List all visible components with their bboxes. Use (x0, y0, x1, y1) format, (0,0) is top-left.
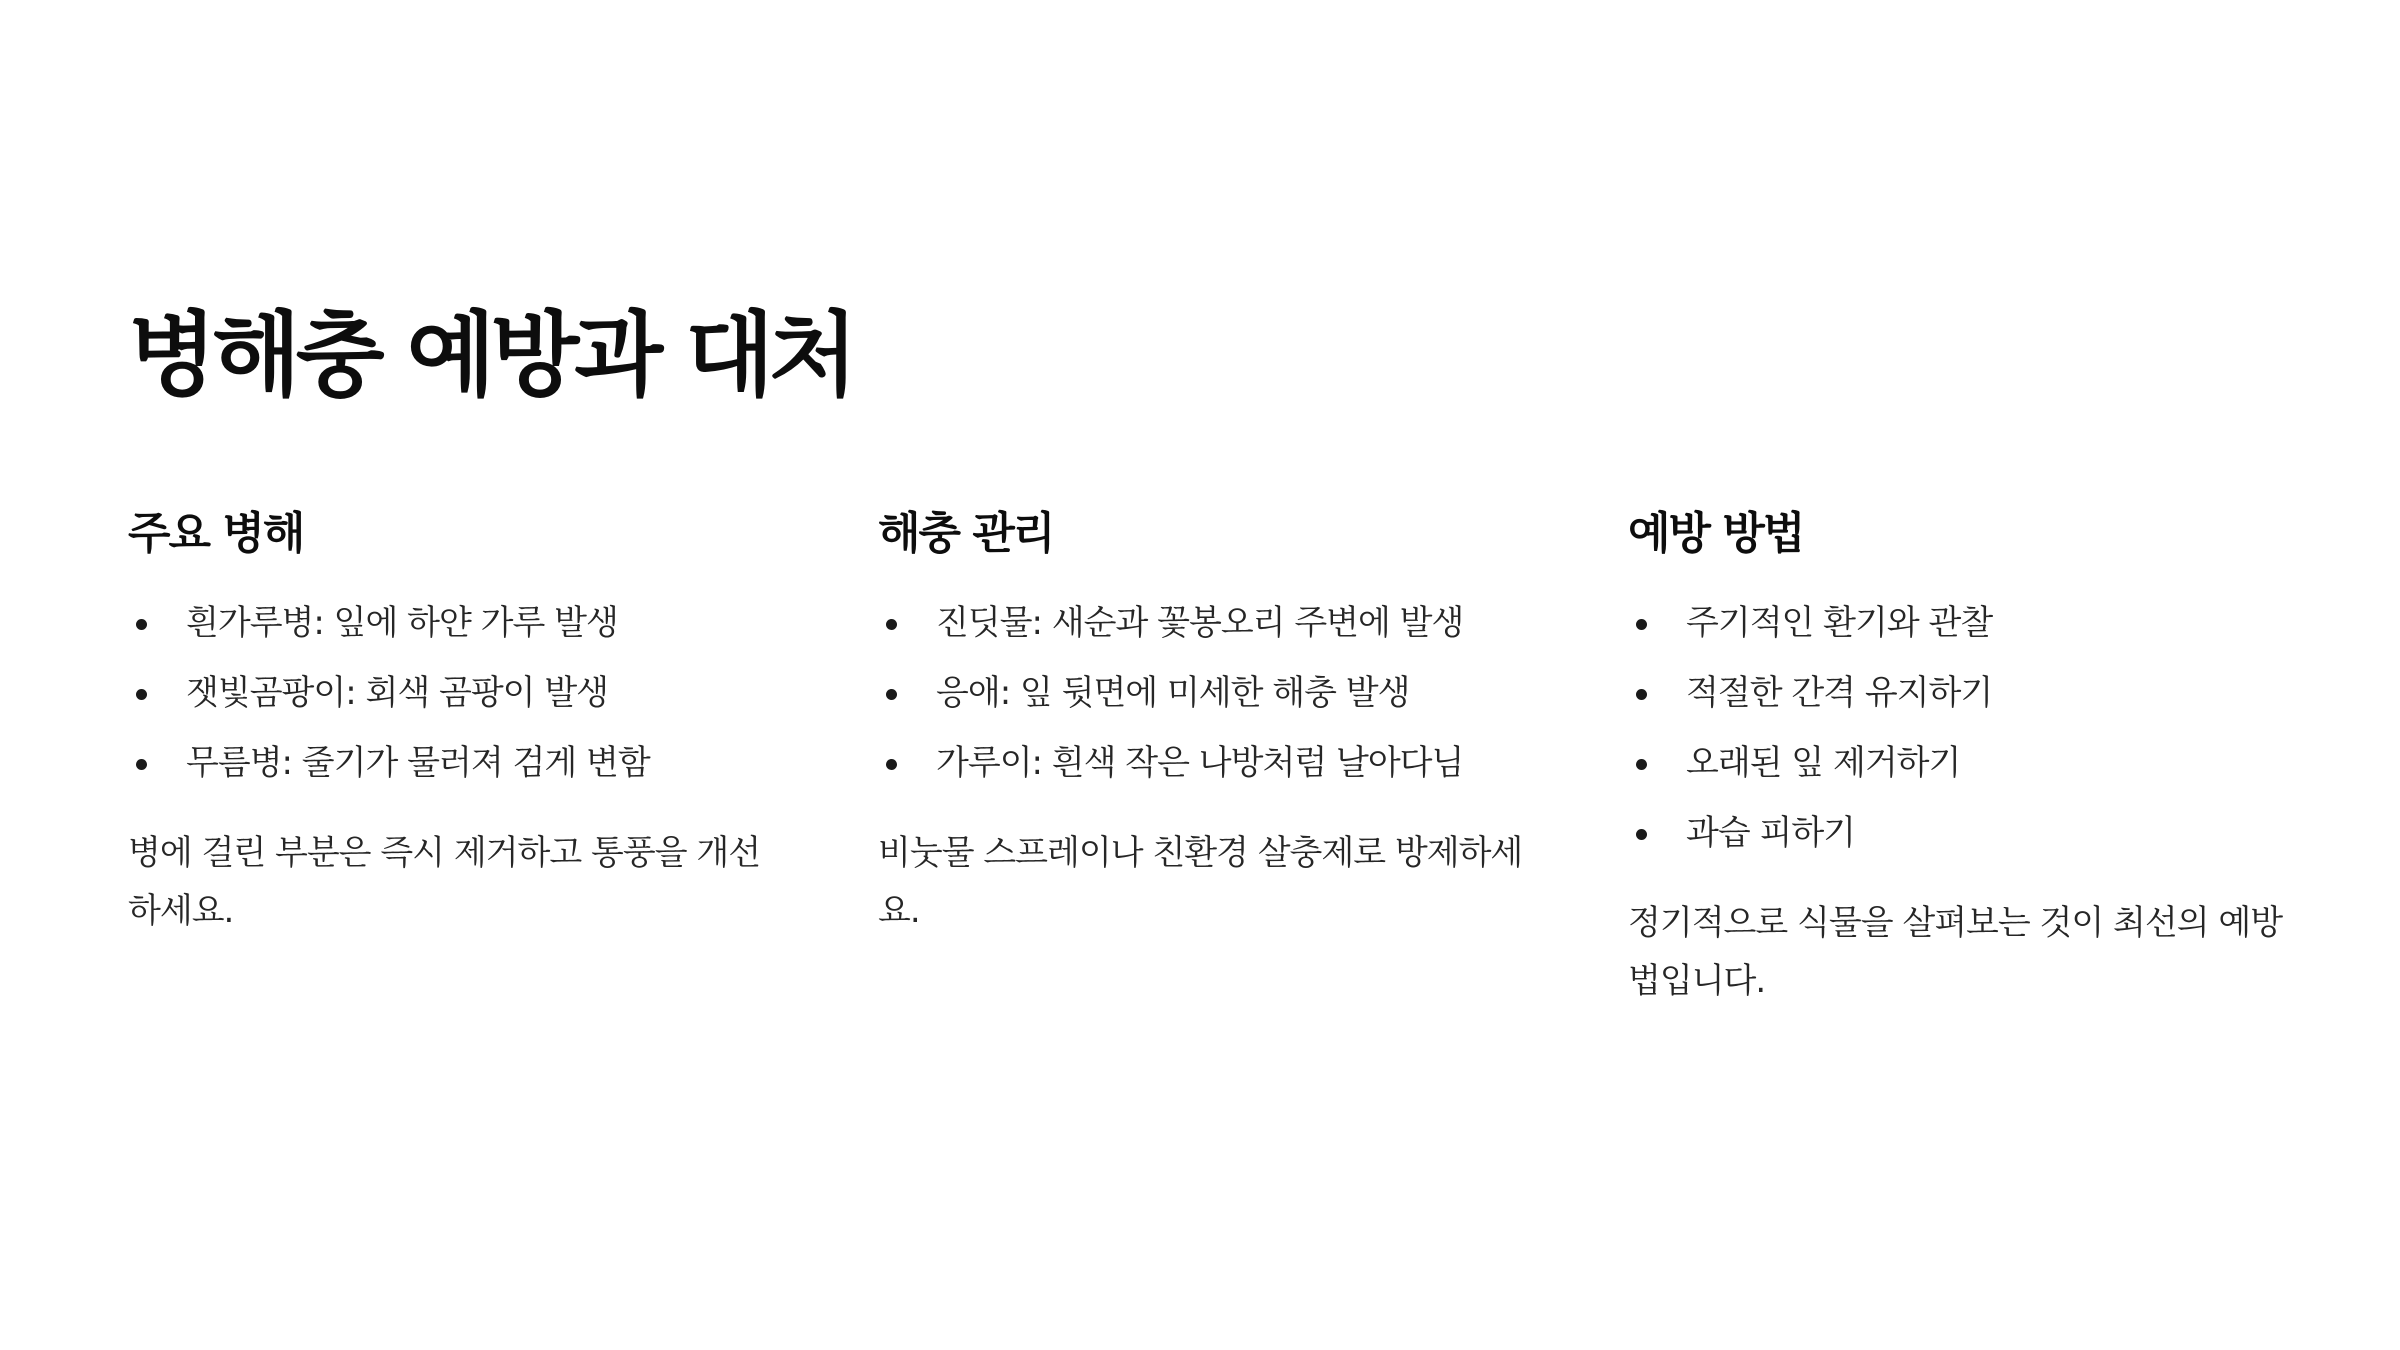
list-item (128, 728, 788, 798)
list-item-text: 과습 피하기 (1686, 813, 1856, 853)
list-item-text: 잿빛곰팡이: 회색 곰팡이 발생 (186, 673, 609, 713)
list-item-text: 무름병: 줄기가 물러져 검게 변함 (186, 743, 650, 783)
column-note: 병에 걸린 부분은 즉시 제거하고 통풍을 개선하세요. (128, 833, 761, 931)
list-item (128, 658, 788, 728)
list-item (128, 588, 788, 658)
bullet-icon (1636, 759, 1647, 770)
column-heading: 해충 관리 (878, 508, 1054, 559)
bullet-icon (136, 689, 147, 700)
column-heading: 주요 병해 (128, 508, 304, 559)
column-major-diseases (128, 502, 788, 940)
column-heading: 예방 방법 (1628, 508, 1804, 559)
bullet-icon (886, 619, 897, 630)
bullet-icon (886, 759, 897, 770)
list-item (878, 728, 1538, 798)
list-item-text: 오래된 잎 제거하기 (1686, 743, 1961, 783)
column-pest-management (878, 502, 1538, 940)
list-item (1628, 798, 2288, 868)
slide (128, 0, 2288, 1350)
bullet-list (1628, 588, 2288, 868)
list-item-text: 주기적인 환기와 관찰 (1686, 603, 1993, 643)
bullet-icon (1636, 829, 1647, 840)
bullet-list (878, 588, 1538, 798)
page-title: 병해충 예방과 대처 (128, 302, 854, 409)
bullet-icon (136, 619, 147, 630)
bullet-icon (886, 689, 897, 700)
column-note: 정기적으로 식물을 살펴보는 것이 최선의 예방법입니다. (1628, 903, 2283, 1001)
column-note: 비눗물 스프레이나 친환경 살충제로 방제하세요. (878, 833, 1523, 931)
list-item (878, 588, 1538, 658)
list-item-text: 진딧물: 새순과 꽃봉오리 주변에 발생 (936, 603, 1464, 643)
bullet-icon (136, 759, 147, 770)
bullet-icon (1636, 619, 1647, 630)
list-item-text: 흰가루병: 잎에 하얀 가루 발생 (186, 603, 618, 643)
list-item (878, 658, 1538, 728)
bullet-icon (1636, 689, 1647, 700)
list-item-text: 적절한 간격 유지하기 (1686, 673, 1993, 713)
column-prevention (1628, 502, 2288, 1010)
list-item (1628, 728, 2288, 798)
list-item (1628, 588, 2288, 658)
bullet-list (128, 588, 788, 798)
list-item-text: 가루이: 흰색 작은 나방처럼 날아다님 (936, 743, 1464, 783)
list-item (1628, 658, 2288, 728)
list-item-text: 응애: 잎 뒷면에 미세한 해충 발생 (936, 673, 1410, 713)
